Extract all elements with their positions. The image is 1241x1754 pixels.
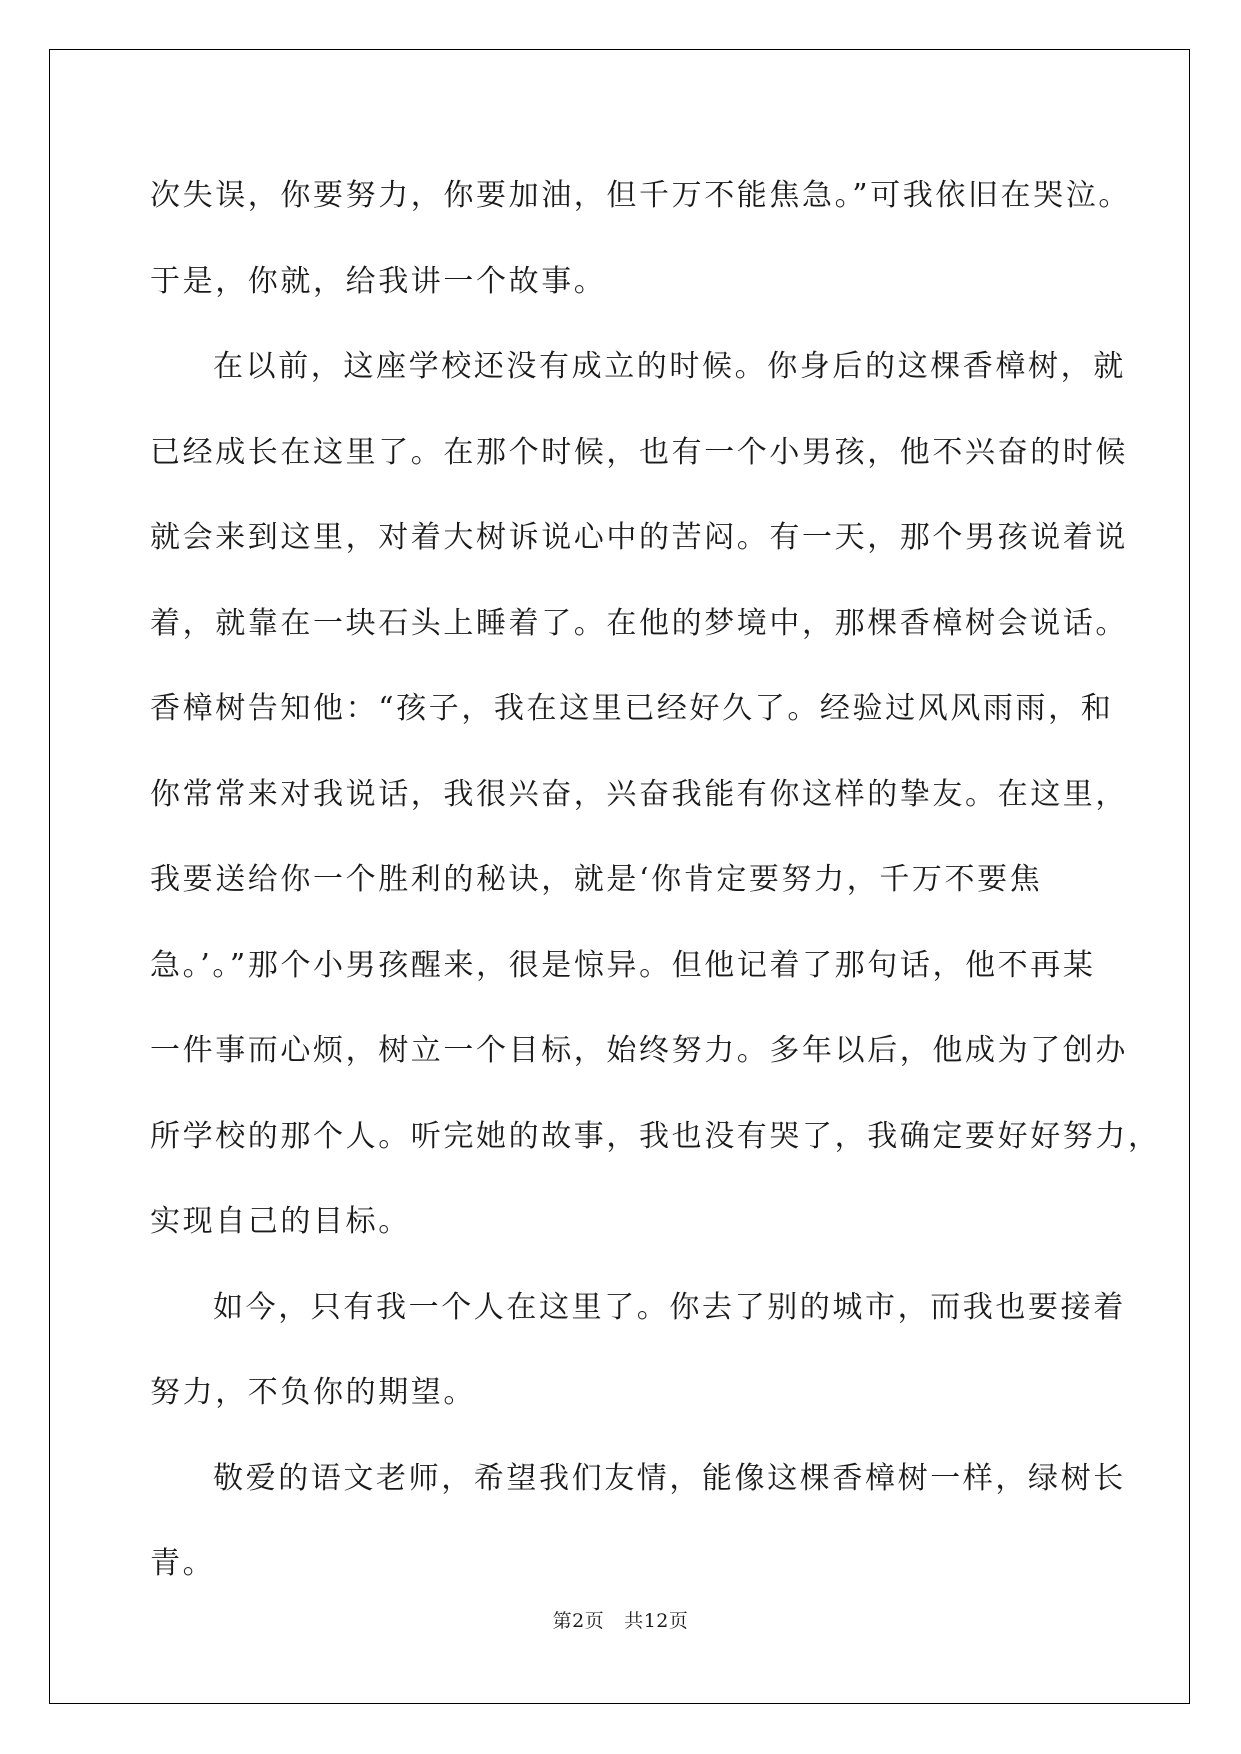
text-line: 实现自己的目标。 bbox=[150, 1204, 411, 1239]
page-number: 第2页 bbox=[552, 1610, 605, 1632]
text-line: 次失误，你要努力，你要加油，但千万不能焦急。”可我依旧在哭泣。 bbox=[150, 178, 1131, 213]
page-footer bbox=[0, 1606, 1241, 1633]
page-total: 共12页 bbox=[624, 1610, 689, 1632]
text-line: 已经成长在这里了。在那个时候，也有一个小男孩，他不兴奋的时候 bbox=[150, 434, 1128, 470]
text-line: 努力，不负你的期望。 bbox=[150, 1375, 476, 1410]
text-line: 青。 bbox=[150, 1546, 216, 1581]
text-line: 我要送给你一个胜利的秘诀，就是‘你肯定要努力，千万不要焦 bbox=[150, 862, 1043, 897]
text-line: 在以前，这座学校还没有成立的时候。你身后的这棵香樟树，就 bbox=[213, 349, 1126, 384]
text-line: 你常常来对我说话，我很兴奋，兴奋我能有你这样的挚友。在这里， bbox=[150, 776, 1128, 812]
text-line: 如今，只有我一个人在这里了。你去了别的城市，而我也要接着 bbox=[213, 1289, 1126, 1325]
document-body bbox=[150, 153, 1161, 1607]
text-line: 于是，你就，给我讲一个故事。 bbox=[150, 263, 607, 299]
text-line: 一件事而心烦，树立一个目标，始终努力。多年以后，他成为了创办 bbox=[150, 1033, 1128, 1068]
text-line: 香樟树告知他：“孩子，我在这里已经好久了。经验过风风雨雨，和 bbox=[150, 691, 1114, 726]
text-line: 着，就靠在一块石头上睡着了。在他的梦境中，那棵香樟树会说话。 bbox=[150, 605, 1128, 641]
text-line: 急。’。”那个小男孩醒来，很是惊异。但他记着了那句话，他不再某 bbox=[150, 947, 1096, 983]
text-line: 就会来到这里，对着大树诉说心中的苦闷。有一天，那个男孩说着说 bbox=[150, 520, 1128, 555]
text-line: 敬爱的语文老师，希望我们友情，能像这棵香樟树一样，绿树长 bbox=[213, 1460, 1126, 1496]
text-line: 所学校的那个人。听完她的故事，我也没有哭了，我确定要好好努力， bbox=[150, 1118, 1161, 1154]
